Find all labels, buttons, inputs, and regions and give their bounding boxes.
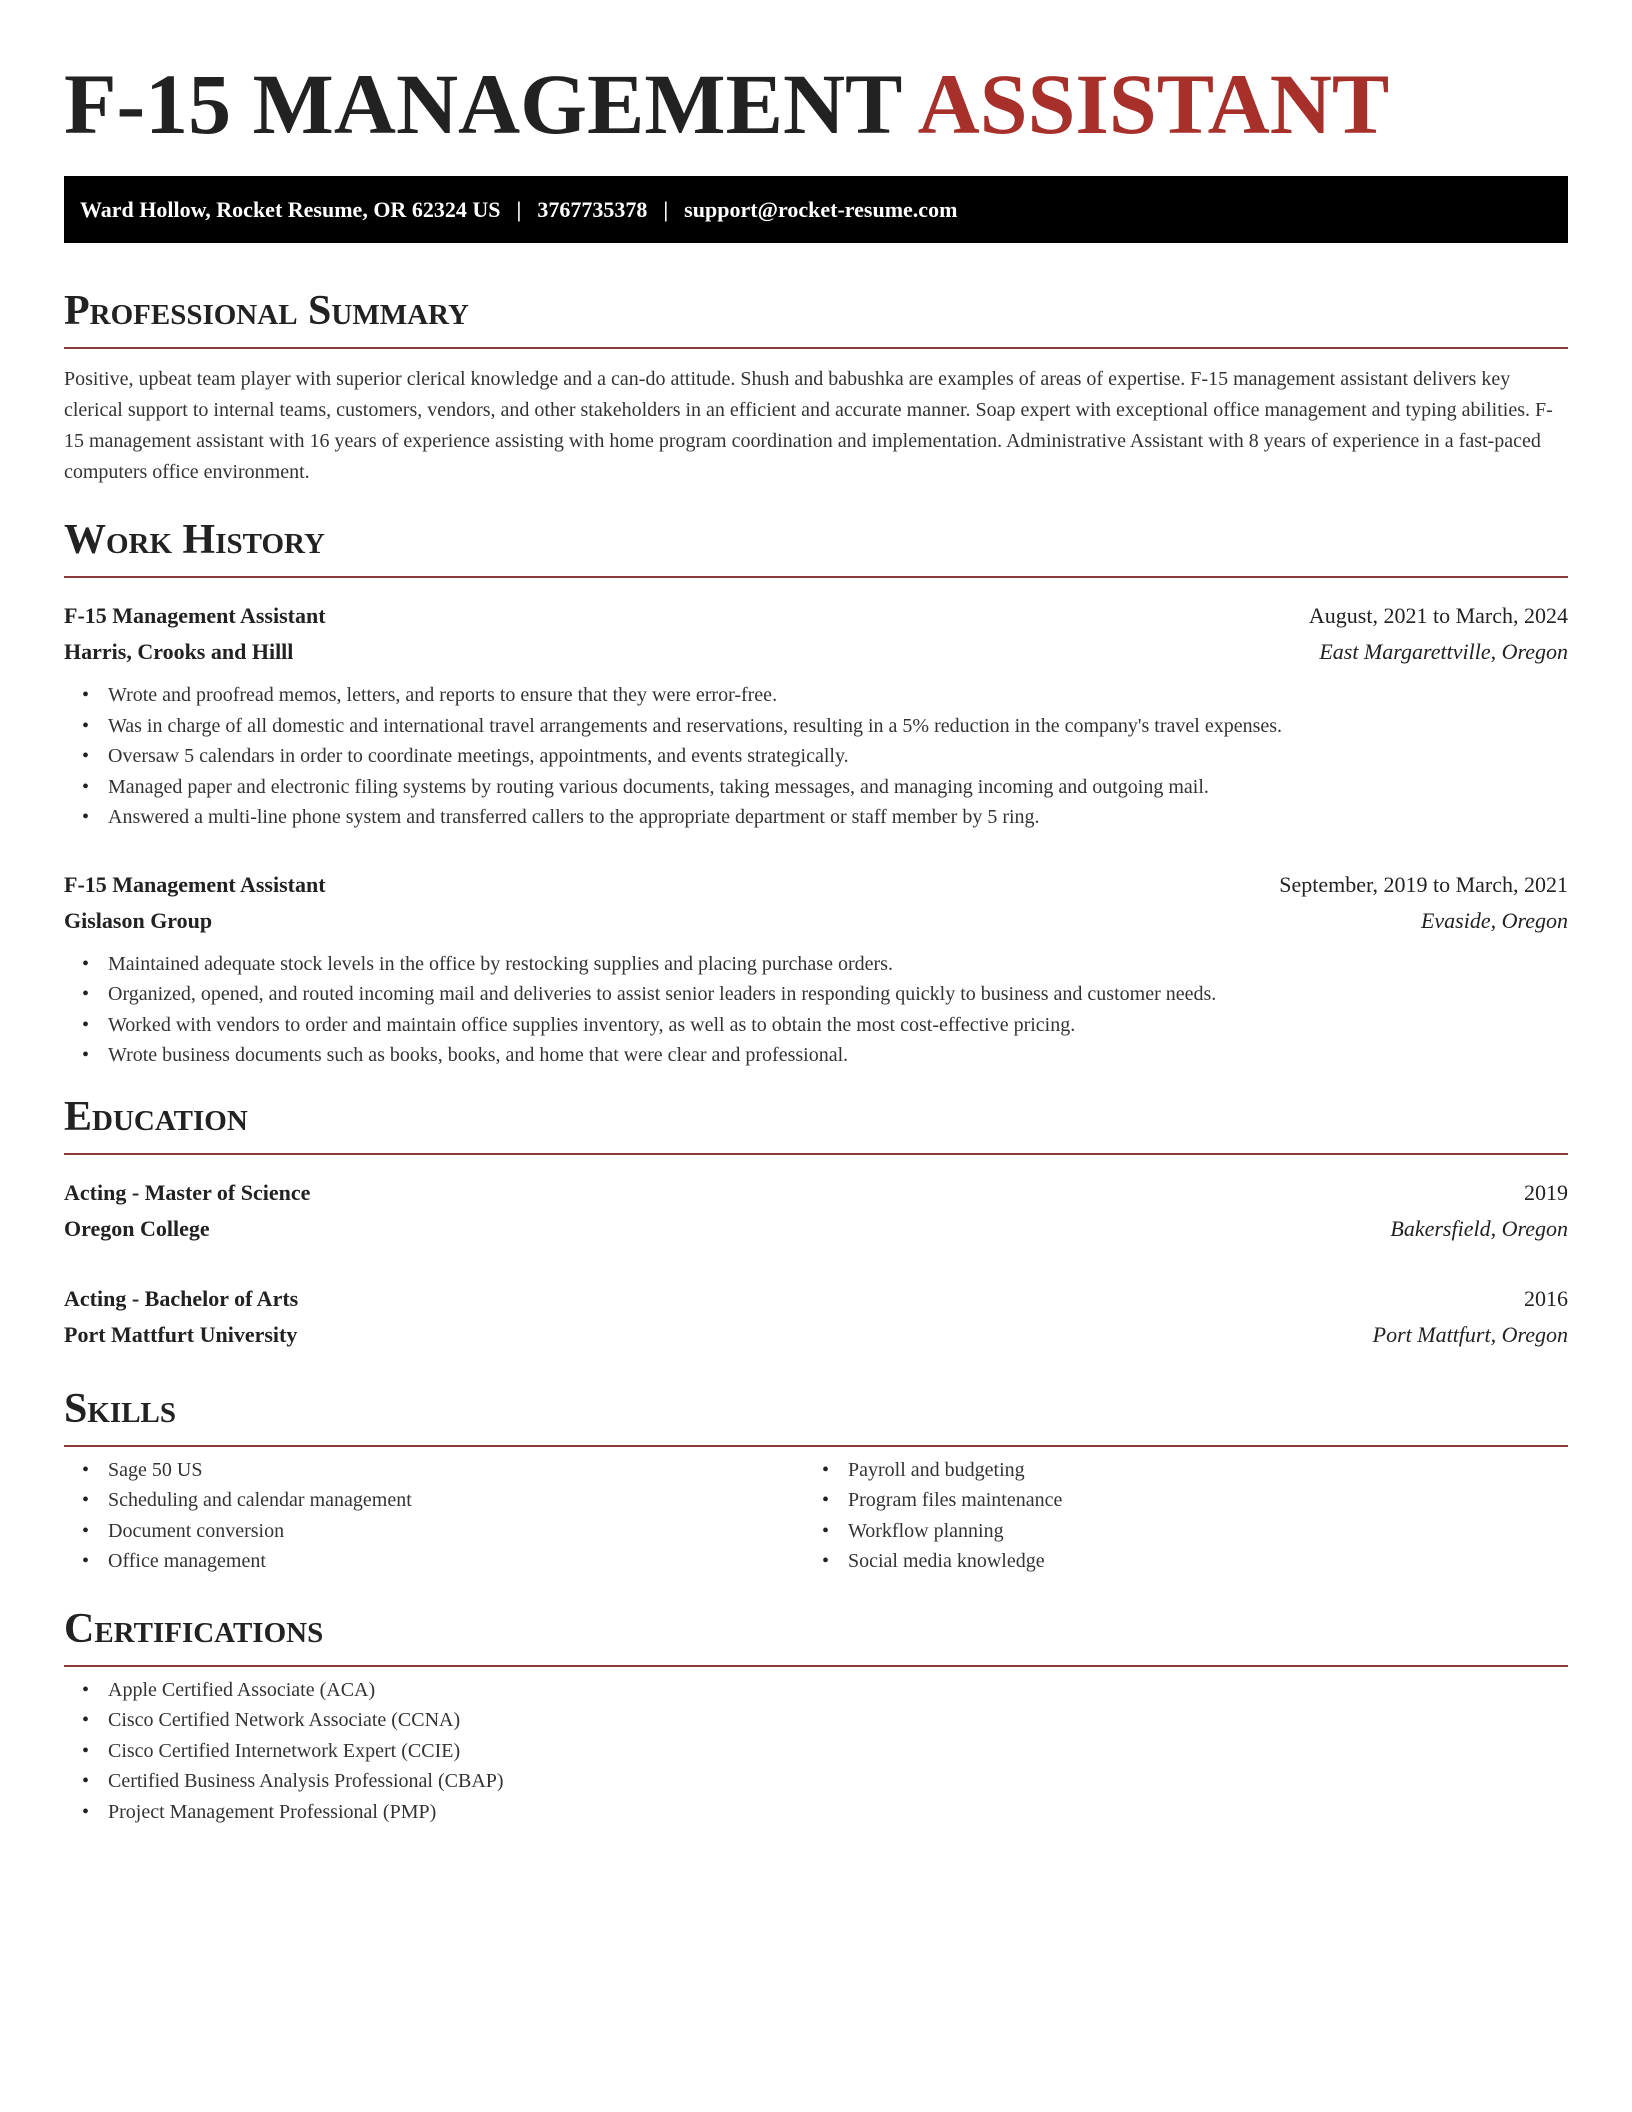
skill-item: • Workflow planning	[848, 1516, 1544, 1547]
skill-item: • Social media knowledge	[848, 1546, 1544, 1577]
section-divider	[64, 1665, 1568, 1667]
job-bullets	[64, 680, 1568, 833]
job-title: F-15 Management Assistant	[64, 871, 326, 897]
skill-item: • Office management	[108, 1546, 804, 1577]
education-entry	[64, 1175, 1568, 1247]
job-title-row	[64, 867, 1568, 903]
job-location: Evaside, Oregon	[1420, 907, 1568, 933]
education-year: 2016	[1524, 1285, 1568, 1311]
resume-title	[64, 0, 1568, 152]
job-entry	[64, 598, 1568, 833]
education-entry	[64, 1281, 1568, 1353]
job-company-row	[64, 634, 1568, 670]
job-bullet: • Organized, opened, and routed incoming mail and deliveries to assist senior leaders in responding quickly to business and customer needs.	[108, 979, 1568, 1010]
skills-list-right	[804, 1455, 1544, 1577]
resume-page	[64, 0, 1568, 1827]
skill-item: • Payroll and budgeting	[848, 1455, 1544, 1486]
education-degree-row	[64, 1175, 1568, 1211]
section-divider	[64, 576, 1568, 578]
education-year: 2019	[1524, 1179, 1568, 1205]
section-divider	[64, 1445, 1568, 1447]
skill-item: • Scheduling and calendar management	[108, 1485, 804, 1516]
education-school: Oregon College	[64, 1215, 210, 1241]
title-accent: ASSISTANT	[917, 56, 1390, 152]
summary-text: Positive, upbeat team player with superior clerical knowledge and a can-do attitude. Shush and babushka are examples of areas of expertise. F-15 management assistant delivers key clerical support to internal teams, customers, vendors, and other stakeholders in an efficient and accurate manner. Soap expert with exceptional office management and typing abilities. F-15 management assistant with 16 years of experience assisting with home program coordination and implementation. Administrative Assistant with 8 years of experience in a fast-paced computers office environment.	[64, 368, 1553, 483]
job-bullet: • Managed paper and electronic filing systems by routing various documents, taking messages, and managing incoming and outgoing mail.	[108, 772, 1568, 803]
section-divider	[64, 347, 1568, 349]
skill-item: • Sage 50 US	[108, 1455, 804, 1486]
certification-item: • Apple Certified Associate (ACA)	[108, 1675, 1568, 1706]
certifications-list	[64, 1675, 1568, 1828]
certification-item: • Project Management Professional (PMP)	[108, 1797, 1568, 1828]
certification-item: • Certified Business Analysis Professional (CBAP)	[108, 1766, 1568, 1797]
contact-email: support@rocket-resume.com	[684, 196, 958, 222]
contact-bar	[64, 176, 1568, 243]
skill-item: • Program files maintenance	[848, 1485, 1544, 1516]
work-history-heading: Work History	[64, 517, 325, 563]
job-bullet: • Answered a multi-line phone system and transferred callers to the appropriate department or staff member by 5 ring.	[108, 802, 1568, 833]
skills-columns	[64, 1455, 1568, 1577]
job-bullet: • Wrote business documents such as books, books, and home that were clear and professional.	[108, 1040, 1568, 1071]
contact-separator: |	[516, 196, 522, 222]
certification-item: • Cisco Certified Internetwork Expert (CCIE)	[108, 1736, 1568, 1767]
contact-phone: 3767735378	[537, 196, 648, 222]
skills-heading: Skills	[64, 1385, 177, 1432]
certifications-heading: Certifications	[64, 1605, 324, 1652]
education-degree: Acting - Bachelor of Arts	[64, 1285, 299, 1311]
job-entry	[64, 867, 1568, 1071]
education-degree: Acting - Master of Science	[64, 1179, 311, 1205]
job-company: Gislason Group	[64, 907, 213, 933]
education-heading: Education	[64, 1093, 248, 1140]
skills-list-left	[64, 1455, 804, 1577]
job-company-row	[64, 903, 1568, 939]
job-company: Harris, Crooks and Hilll	[64, 639, 294, 664]
job-bullet: • Maintained adequate stock levels in the office by restocking supplies and placing purchase orders.	[108, 949, 1568, 980]
education-school-row	[64, 1317, 1568, 1353]
skill-item: • Document conversion	[108, 1516, 804, 1547]
education-school-row	[64, 1211, 1568, 1247]
education-degree-row	[64, 1281, 1568, 1317]
job-title: F-15 Management Assistant	[64, 603, 326, 628]
contact-separator: |	[663, 196, 669, 222]
section-divider	[64, 1153, 1568, 1155]
summary-heading: Professional Summary	[64, 288, 469, 334]
job-location: East Margarettville, Oregon	[1319, 639, 1568, 664]
job-bullet: • Oversaw 5 calendars in order to coordinate meetings, appointments, and events strategically.	[108, 741, 1568, 772]
job-dates: September, 2019 to March, 2021	[1279, 871, 1568, 897]
job-bullets	[64, 949, 1568, 1071]
education-location: Port Mattfurt, Oregon	[1372, 1321, 1568, 1347]
job-bullet: • Worked with vendors to order and maintain office supplies inventory, as well as to obtain the most cost-effective pricing.	[108, 1010, 1568, 1041]
contact-address: Ward Hollow, Rocket Resume, OR 62324 US	[80, 196, 501, 222]
education-school: Port Mattfurt University	[64, 1321, 298, 1347]
job-title-row	[64, 598, 1568, 634]
education-location: Bakersfield, Oregon	[1390, 1215, 1568, 1241]
certification-item: • Cisco Certified Network Associate (CCNA)	[108, 1705, 1568, 1736]
job-bullet: • Wrote and proofread memos, letters, and reports to ensure that they were error-free.	[108, 680, 1568, 711]
job-dates: August, 2021 to March, 2024	[1308, 603, 1568, 628]
title-main: F-15 MANAGEMENT	[64, 56, 901, 152]
job-bullet: • Was in charge of all domestic and international travel arrangements and reservations, resulting in a 5% reduction in the company's travel expenses.	[108, 711, 1568, 742]
